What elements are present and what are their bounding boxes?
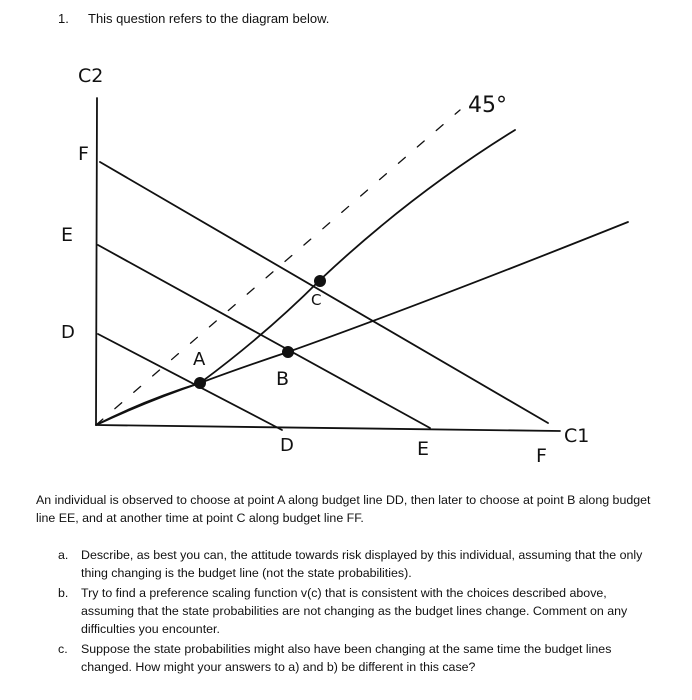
expansion-curve-lower <box>96 222 628 425</box>
budget-line-dd <box>98 334 282 430</box>
question-paragraph: An individual is observed to choose at point A along budget line DD, then later to choose at point B along budget line EE, and at another time at point C along budget line FF. <box>36 493 651 525</box>
budget-label-e-x: E <box>417 438 430 460</box>
c2-axis <box>96 98 97 425</box>
part-b <box>58 584 658 638</box>
question-parts <box>58 546 658 678</box>
part-c-marker: c. <box>58 642 68 656</box>
question-number: 1. <box>58 11 69 26</box>
part-b-text: Try to find a preference scaling function v(c) that is consistent with the choices described above, assuming that the state probabilities are not changing as the budget lines change. Comment on any difficulties you encounter. <box>81 586 628 636</box>
budget-label-d-x: D <box>280 435 294 456</box>
c1-axis <box>96 425 560 431</box>
c1-axis-label: C1 <box>564 425 590 447</box>
part-a <box>58 546 658 582</box>
part-c-text: Suppose the state probabilities might also have been changing at the same time the budget lines changed. How might your answers to a) and b) be different in this case? <box>81 642 612 674</box>
expansion-curve-upper <box>96 130 515 425</box>
part-a-marker: a. <box>58 548 69 562</box>
budget-label-e-y: E <box>61 224 74 246</box>
point-b-dot <box>282 346 294 358</box>
point-b-label: B <box>276 368 290 390</box>
question-header: This question refers to the diagram below. <box>88 11 330 26</box>
part-a-text: Describe, as best you can, the attitude towards risk displayed by this individual, assuming that the only thing changing is the budget line (not the state probabilities). <box>81 548 643 580</box>
budget-line-ff <box>100 162 548 423</box>
part-c <box>58 640 658 676</box>
point-c-label: C <box>311 291 322 309</box>
c2-axis-label: C2 <box>78 65 104 87</box>
part-b-marker: b. <box>58 586 69 600</box>
point-a-dot <box>194 377 206 389</box>
budget-label-f-x: F <box>536 445 547 467</box>
point-c-dot <box>314 275 326 287</box>
budget-label-d-y: D <box>61 322 75 343</box>
angle-label: 45° <box>468 93 507 118</box>
budget-label-f-y: F <box>78 143 89 165</box>
point-a-label: A <box>193 349 206 370</box>
